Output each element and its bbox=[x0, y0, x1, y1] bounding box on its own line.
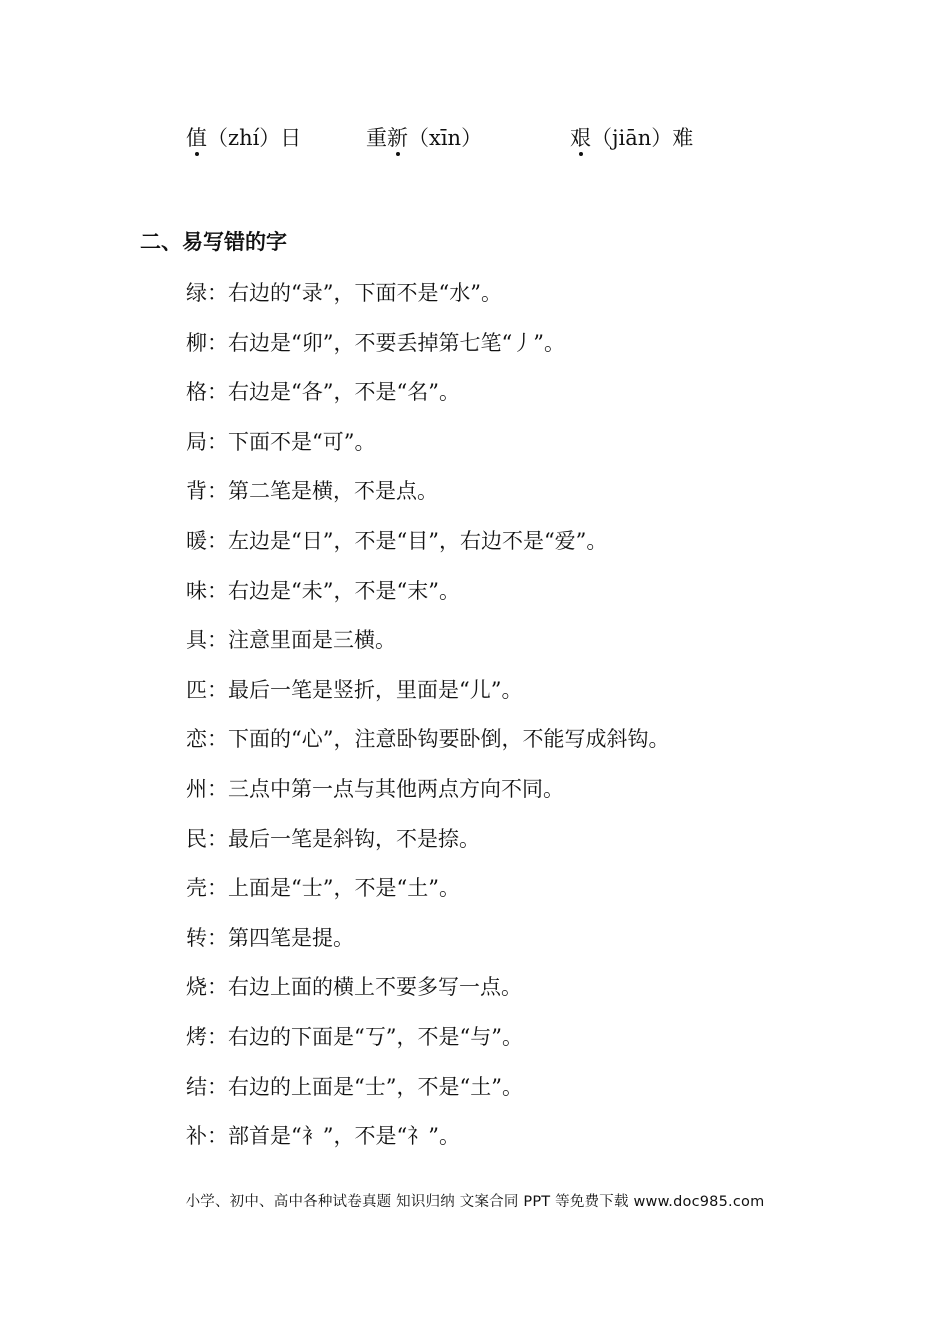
emphasis-char: 值 bbox=[186, 126, 207, 150]
list-item: 味：右边是“未”，不是“末”。 bbox=[186, 578, 460, 603]
list-item: 柳：右边是“卯”，不要丢掉第七笔“丿”。 bbox=[186, 330, 565, 355]
pinyin-text: （zhí）日 bbox=[207, 126, 302, 150]
section-title: 二、易写错的字 bbox=[140, 230, 287, 254]
list-item: 具：注意里面是三横。 bbox=[186, 628, 396, 653]
plain-char: 重 bbox=[366, 126, 387, 150]
list-item: 壳：上面是“士”，不是“土”。 bbox=[186, 876, 460, 901]
list-item: 烧：右边上面的横上不要多写一点。 bbox=[186, 975, 522, 1000]
pinyin-word-2 bbox=[366, 122, 482, 152]
list-item: 恋：下面的“心”，注意卧钩要卧倒，不能写成斜钩。 bbox=[186, 727, 670, 752]
pinyin-word-3 bbox=[570, 122, 693, 152]
list-item: 民：最后一笔是斜钩，不是捺。 bbox=[186, 826, 480, 851]
emphasis-char: 艰 bbox=[570, 126, 591, 150]
list-item: 匹：最后一笔是竖折，里面是“儿”。 bbox=[186, 677, 523, 702]
list-item: 绿：右边的“录”，下面不是“水”。 bbox=[186, 281, 502, 305]
list-item: 暖：左边是“日”，不是“目”，右边不是“爱”。 bbox=[186, 528, 608, 553]
list-item: 局：下面不是“可”。 bbox=[186, 429, 376, 454]
list-item: 格：右边是“各”，不是“名”。 bbox=[186, 380, 460, 405]
pinyin-text: （jiān）难 bbox=[591, 126, 694, 150]
list-item: 结：右边的上面是“士”，不是“土”。 bbox=[186, 1074, 523, 1099]
list-item: 州：三点中第一点与其他两点方向不同。 bbox=[186, 776, 564, 801]
pinyin-word-1 bbox=[186, 122, 301, 152]
pinyin-text: （xīn） bbox=[408, 126, 483, 150]
pinyin-row bbox=[0, 122, 950, 162]
list-item: 补：部首是“衤”，不是“礻”。 bbox=[186, 1124, 460, 1149]
character-list bbox=[186, 276, 669, 1169]
list-item: 背：第二笔是横，不是点。 bbox=[186, 479, 438, 504]
emphasis-char: 新 bbox=[387, 126, 408, 150]
list-item: 转：第四笔是提。 bbox=[186, 925, 354, 950]
list-item: 烤：右边的下面是“丂”，不是“与”。 bbox=[186, 1024, 523, 1049]
footer-text: 小学、初中、高中各种试卷真题 知识归纳 文案合同 PPT 等免费下载 www.doc985.com bbox=[185, 1194, 765, 1210]
